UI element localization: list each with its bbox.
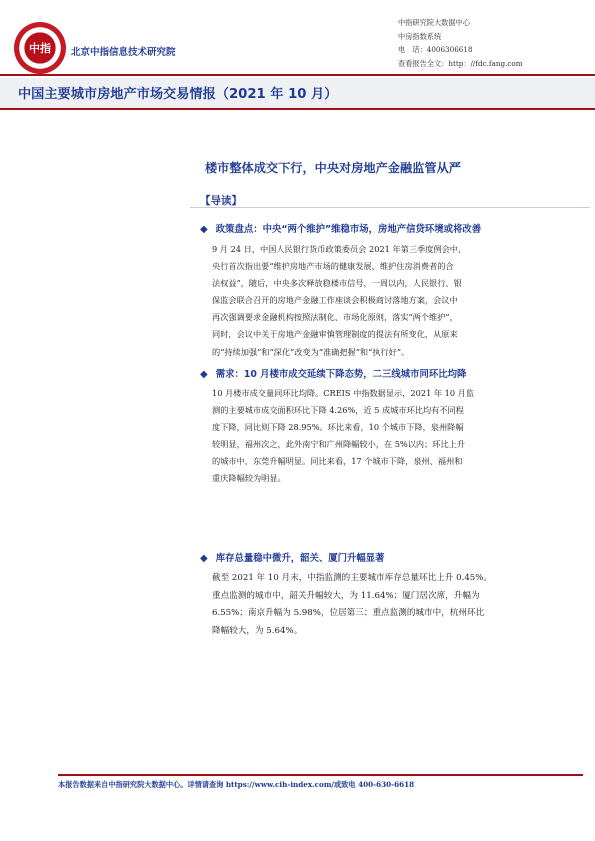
section-body-policy xyxy=(212,241,565,361)
body-line: 的城市中，东莞升幅明显。同比来看，17 个城市下降，泉州、福州和 xyxy=(212,456,463,467)
body-line: 测的主要城市成交面积环比下降 4.26%，近 5 成城市环比均有不同程 xyxy=(212,405,464,416)
body-line: 降幅较大，为 5.64%。 xyxy=(212,625,303,636)
section-body-demand xyxy=(212,385,565,488)
logo-seal-text: 中指 xyxy=(29,42,51,55)
contact-line-system: 中房指数系统 xyxy=(398,31,442,41)
section-heading-policy xyxy=(200,221,481,235)
section-body-inventory xyxy=(212,570,565,640)
guide-divider xyxy=(190,207,590,208)
body-line: 10 月楼市成交量同环比均降。CREIS 中指数据显示，2021 年 10 月监 xyxy=(212,388,475,398)
header-rule-top xyxy=(0,74,595,76)
section-heading-demand xyxy=(200,366,466,380)
contact-line-center: 中指研究院大数据中心 xyxy=(398,18,470,27)
body-line: 较明显，福州次之，此外南宁和广州降幅较小，在 5%以内；环比上升 xyxy=(212,439,466,450)
contact-line-url[interactable]: 查看报告全文：http：//fdc.fang.com xyxy=(398,58,523,68)
diamond-bullet-icon: ◆ xyxy=(200,369,208,380)
section-heading-text: 需求：10 月楼市成交延续下降态势，二三线城市同环比均降 xyxy=(215,369,467,380)
body-line: 截至 2021 年 10 月末，中指监测的主要城市库存总量环比上升 0.45%。 xyxy=(212,573,493,583)
header-rule-bottom xyxy=(0,108,595,110)
body-line: 同时，会议中关于房地产金融审慎管理制度的提法有所变化，从原来 xyxy=(212,329,458,340)
section-heading-text: 库存总量稳中微升，韶关、厦门升幅显著 xyxy=(215,553,385,564)
body-line: 的“持续加强”和“深化”改变为“准确把握”和“执行好”。 xyxy=(212,346,410,357)
footer-note: 本报告数据来自中指研究院大数据中心。详情请查询 https://www.cih-index.com/或致电 400-630-6618 xyxy=(58,780,415,789)
body-line: 9 月 24 日，中国人民银行货币政策委员会 2021 年第三季度例会中， xyxy=(212,244,467,254)
logo-seal xyxy=(14,22,66,74)
body-line: 法权益”，随后，中央多次释放稳楼市信号，一周以内，人民银行、银 xyxy=(212,278,462,289)
section-heading-inventory xyxy=(200,550,384,564)
main-title: 楼市整体成交下行，中央对房地产金融监管从严 xyxy=(205,161,461,175)
body-line: 再次强调要求金融机构按照法制化、市场化原则，落实“两个维护”， xyxy=(212,312,458,323)
body-line: 保监会联合召开的房地产金融工作座谈会积极商讨落地方案，会议中 xyxy=(212,295,458,306)
body-line: 度下降，同比则下降 28.95%。环比来看，10 个城市下降，泉州降幅 xyxy=(212,422,464,433)
contact-block xyxy=(398,16,523,70)
body-line: 6.55%；南京升幅为 5.98%，位居第三；重点监测的城市中，杭州环比 xyxy=(212,608,485,619)
body-line: 央行首次指出要“维护房地产市场的健康发展，维护住房消费者的合 xyxy=(212,261,454,272)
diamond-bullet-icon: ◆ xyxy=(200,224,208,235)
contact-line-phone: 电 话：4006306618 xyxy=(398,45,473,54)
section-heading-text: 政策盘点：中央“两个维护”维稳市场，房地产信贷环境或将改善 xyxy=(215,224,482,235)
body-line: 重点监测的城市中，韶关升幅较大，为 11.64%；厦门居次席，升幅为 xyxy=(212,590,480,601)
report-title: 中国主要城市房地产市场交易情报（2021 年 10 月） xyxy=(18,87,338,102)
guide-label: 【导读】 xyxy=(200,195,242,207)
diamond-bullet-icon: ◆ xyxy=(200,553,208,564)
footer-rule xyxy=(58,774,583,776)
org-name: 北京中指信息技术研究院 xyxy=(71,47,176,58)
body-line: 重庆降幅较为明显。 xyxy=(212,473,286,484)
